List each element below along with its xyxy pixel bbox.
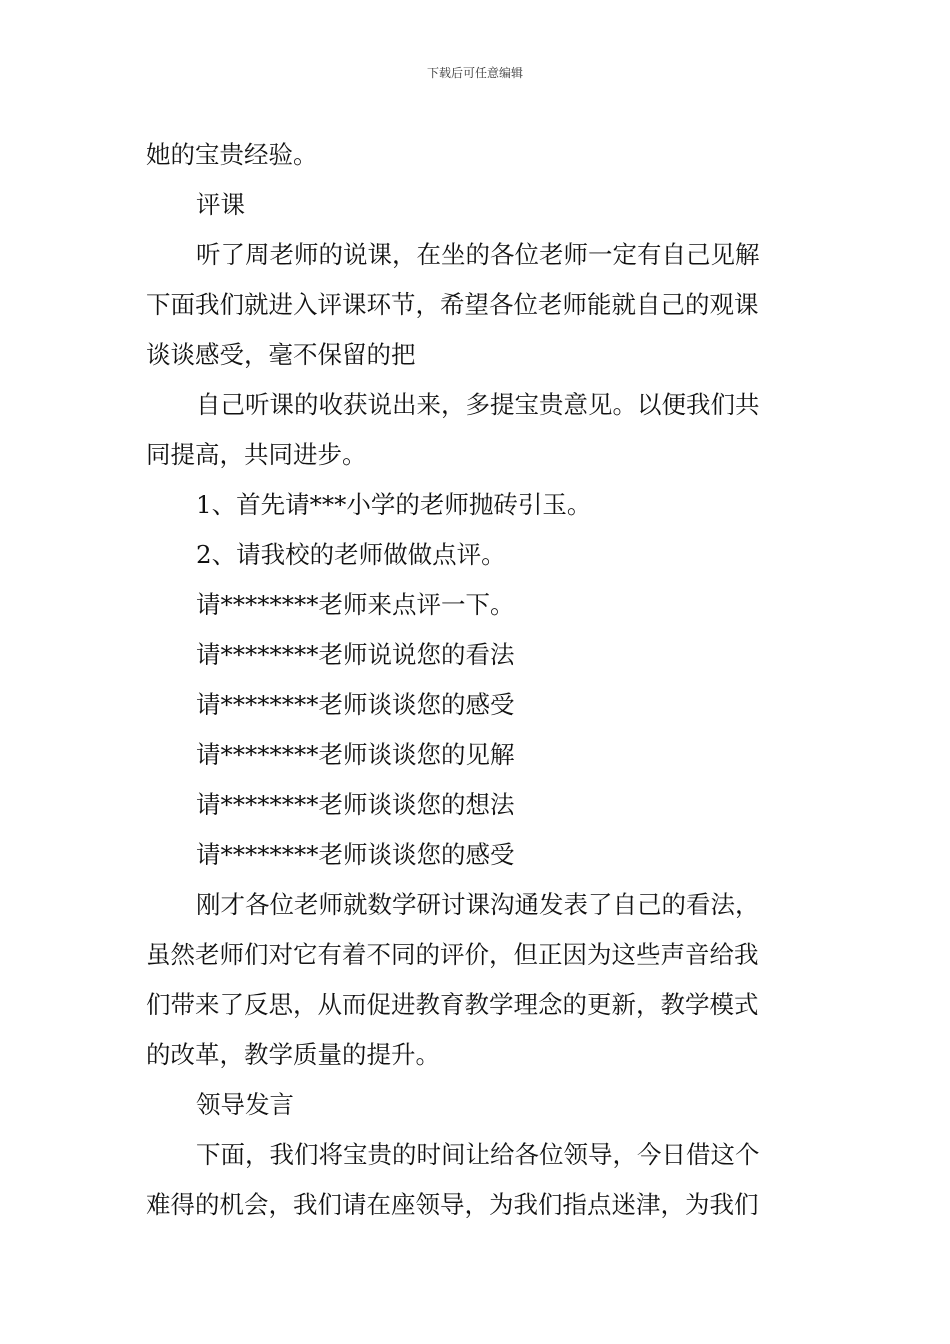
text-line: 们带来了反思，从而促进教育教学理念的更新，教学模式 — [146, 990, 759, 1019]
text-line: 刚才各位老师就数学研讨课沟通发表了自己的看法， — [196, 890, 760, 919]
text-line: 下面，我们将宝贵的时间让给各位领导，今日借这个 — [196, 1140, 760, 1169]
list-item: 1、首先请***小学的老师抛砖引玉。 — [196, 490, 592, 519]
section-heading-evaluation: 评课 — [196, 190, 245, 219]
text-line: 虽然老师们对它有着不同的评价，但正因为这些声音给我 — [146, 940, 759, 969]
text-line: 同提高，共同进步。 — [146, 440, 367, 469]
list-item: 2、请我校的老师做做点评。 — [196, 540, 506, 569]
text-line: 请********老师谈谈您的想法 — [196, 790, 515, 819]
text-line: 难得的机会，我们请在座领导，为我们指点迷津，为我们 — [146, 1190, 759, 1219]
text-line: 她的宝贵经验。 — [146, 140, 318, 169]
text-line: 请********老师谈谈您的感受 — [196, 690, 515, 719]
text-line: 请********老师谈谈您的感受 — [196, 840, 515, 869]
section-heading-leader-speech: 领导发言 — [196, 1090, 294, 1119]
text-line: 下面我们就进入评课环节，希望各位老师能就自己的观课 — [146, 290, 759, 319]
text-line: 自己听课的收获说出来，多提宝贵意见。以便我们共 — [196, 390, 760, 419]
text-line: 请********老师谈谈您的见解 — [196, 740, 515, 769]
text-line: 听了周老师的说课，在坐的各位老师一定有自己见解 — [196, 240, 760, 269]
text-line: 请********老师来点评一下。 — [196, 590, 515, 619]
page-header: 下载后可任意编辑 — [426, 66, 523, 80]
text-line: 谈谈感受，毫不保留的把 — [146, 340, 416, 369]
text-line: 的改革，教学质量的提升。 — [146, 1040, 440, 1069]
document-body — [146, 130, 808, 1230]
text-line: 请********老师说说您的看法 — [196, 640, 515, 669]
